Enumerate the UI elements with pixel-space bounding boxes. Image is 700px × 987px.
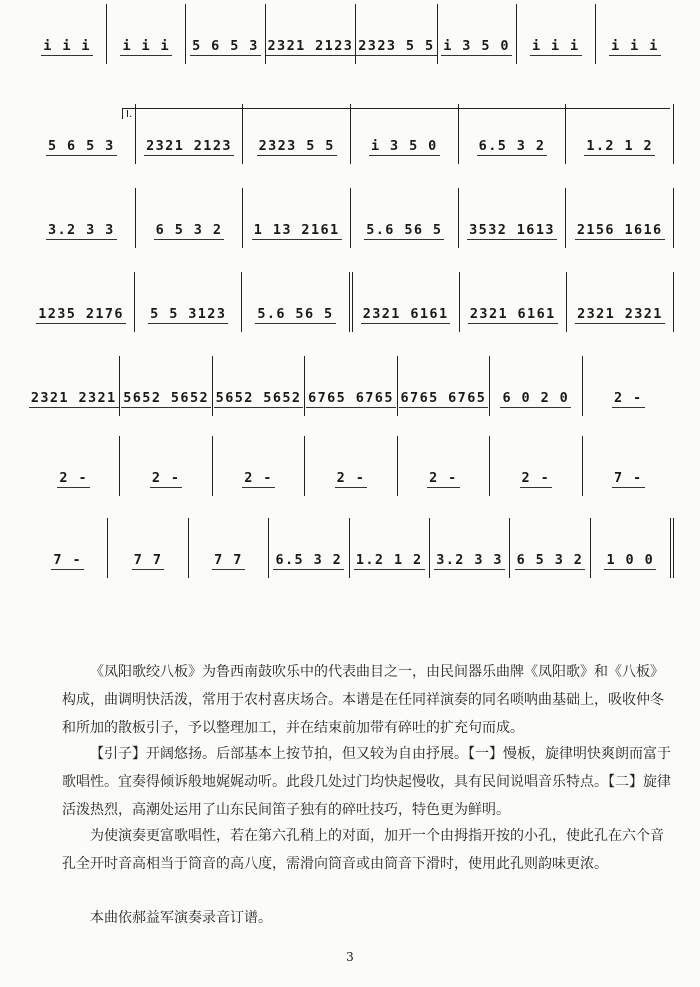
score-row-2: [28, 104, 674, 164]
measure: [107, 4, 186, 64]
measure: [242, 272, 352, 332]
measure-notes: 2321 2123: [146, 138, 232, 154]
score-row-5: [28, 356, 674, 416]
measure-notes: 5.6 56 5: [257, 306, 334, 322]
volta-label: I.: [126, 109, 133, 120]
measure: [136, 104, 244, 164]
measure-notes: 2323 5 5: [258, 138, 335, 154]
measure: [566, 188, 674, 248]
measure: [351, 104, 459, 164]
measure-notes: 2323 5 5: [358, 38, 435, 54]
measure: [213, 356, 305, 416]
performance-notes-paragraph: 【引子】开阔悠扬。后部基本上按节拍，但又较为自由抒展。【一】慢板，旋律明快爽朗而富于歌唱性。宜奏得倾诉般地娓娓动听。此段几处过门均快起慢收，具有民间说唱音乐特点。【二】旋律活泼热烈，高潮处运用了山东民间笛子独有的碎吐技巧，特色更为鲜明。: [62, 746, 671, 818]
measure: [189, 518, 269, 578]
measure-notes: 6.5 3 2: [275, 552, 343, 568]
measure: [136, 188, 244, 248]
description-paragraph: 《凤阳歌绞八板》为鲁西南鼓吹乐中的代表曲目之一，由民间器乐曲牌《凤阳歌》和《八板》构成，曲调明快活泼，常用于农村喜庆场合。本谱是在任同祥演奏的同名唢呐曲基础上，吸收仲冬和所加的散板引子，予以整理加工，并在结束前加带有碎吐的扩充句而成。: [62, 664, 664, 736]
measure: [108, 518, 188, 578]
measure: [430, 518, 510, 578]
measure: [517, 4, 596, 64]
measure: [243, 104, 351, 164]
measure-notes: 5 6 5 3: [192, 38, 259, 54]
measure-notes: 6765 6765: [400, 390, 487, 406]
score-row-6: [28, 436, 674, 496]
measure: [28, 272, 135, 332]
page-number: 3: [346, 950, 354, 964]
measure-notes: 2321 6161: [469, 306, 556, 322]
measure: [28, 188, 136, 248]
measure-notes: 2321 2321: [30, 390, 117, 406]
measure: [460, 272, 567, 332]
measure: [351, 188, 459, 248]
score-row-1: [28, 4, 674, 64]
measure: [490, 436, 582, 496]
measure: [566, 104, 674, 164]
measure-notes: 2 -: [151, 470, 181, 486]
measure-notes: 6 5 3 2: [155, 222, 223, 238]
measure: [350, 518, 430, 578]
measure: [305, 436, 397, 496]
measure-notes: 7 7: [214, 552, 243, 568]
score-row-4: [28, 272, 674, 332]
measure-notes: 2156 1616: [576, 222, 663, 238]
measure-notes: 1 0 0: [606, 552, 655, 568]
measure: [459, 104, 567, 164]
measure: [28, 356, 120, 416]
measure-notes: 3.2 3 3: [47, 222, 115, 238]
measure-notes: 1.2 1 2: [355, 552, 423, 568]
measure: [596, 4, 674, 64]
measure: [28, 104, 136, 164]
measure-notes: 2 -: [59, 470, 88, 486]
measure: [135, 272, 242, 332]
measure-notes: 5.6 56 5: [366, 222, 443, 238]
measure: [398, 436, 490, 496]
measure: [186, 4, 265, 64]
measure: [28, 4, 107, 64]
measure-notes: 2321 2123: [267, 38, 354, 54]
measure: [243, 188, 351, 248]
measure-notes: i i i: [531, 38, 580, 54]
measure: [353, 272, 460, 332]
score-row-3: [28, 188, 674, 248]
measure-notes: i 3 5 0: [371, 138, 438, 154]
measure-notes: i i i: [611, 38, 659, 54]
measure-notes: 6765 6765: [308, 390, 394, 406]
measure: [459, 188, 567, 248]
measure-notes: 3.2 3 3: [436, 552, 503, 568]
measure-notes: 1 13 2161: [253, 222, 340, 238]
measure-notes: i i i: [43, 38, 91, 54]
measure-notes: 2 -: [613, 390, 643, 406]
measure: [438, 4, 517, 64]
measure-notes: 2 -: [429, 470, 458, 486]
measure-notes: 6.5 3 2: [478, 138, 546, 154]
measure-notes: 2321 6161: [362, 306, 449, 322]
measure-notes: 2 -: [336, 470, 366, 486]
measure: [356, 4, 437, 64]
measure-notes: i i i: [122, 38, 171, 54]
measure: [305, 356, 397, 416]
measure: [269, 518, 349, 578]
technique-paragraph: 为使演奏更富歌唱性，若在第六孔稍上的对面，加开一个由拇指开按的小孔，使此孔在六个音孔全开时音高相当于筒音的高八度，需滑向筒音或由筒音下滑时，使用此孔则韵味更浓。: [62, 828, 664, 872]
score-row-7: [28, 518, 674, 578]
measure-notes: 1235 2176: [38, 306, 124, 322]
measure: [28, 518, 108, 578]
measure-notes: 5 6 5 3: [47, 138, 115, 154]
measure: [120, 356, 212, 416]
measure: [490, 356, 582, 416]
measure: [398, 356, 490, 416]
measure-notes: 5652 5652: [123, 390, 209, 406]
measure-notes: 3532 1613: [469, 222, 555, 238]
measure: [567, 272, 674, 332]
measure-notes: 2321 2321: [577, 306, 663, 322]
measure-notes: 2 -: [244, 470, 273, 486]
measure-notes: 5652 5652: [215, 390, 302, 406]
measure-notes: 6 5 3 2: [516, 552, 584, 568]
measure-notes: 1.2 1 2: [586, 138, 654, 154]
measure: [28, 436, 120, 496]
measure-notes: 2 -: [521, 470, 551, 486]
measure: [583, 436, 674, 496]
measure-notes: 7 7: [133, 552, 163, 568]
measure-notes: 6 0 2 0: [502, 390, 570, 406]
measure-notes: 7 -: [613, 470, 643, 486]
measure: [510, 518, 590, 578]
measure: [120, 436, 212, 496]
measure-notes: i 3 5 0: [443, 38, 510, 54]
source-note: 本曲依郝益军演奏录音订谱。: [90, 910, 272, 926]
measure: [591, 518, 674, 578]
measure: [213, 436, 305, 496]
measure-notes: 5 5 3123: [150, 306, 227, 322]
measure: [266, 4, 357, 64]
measure-notes: 7 -: [53, 552, 82, 568]
measure: [583, 356, 674, 416]
